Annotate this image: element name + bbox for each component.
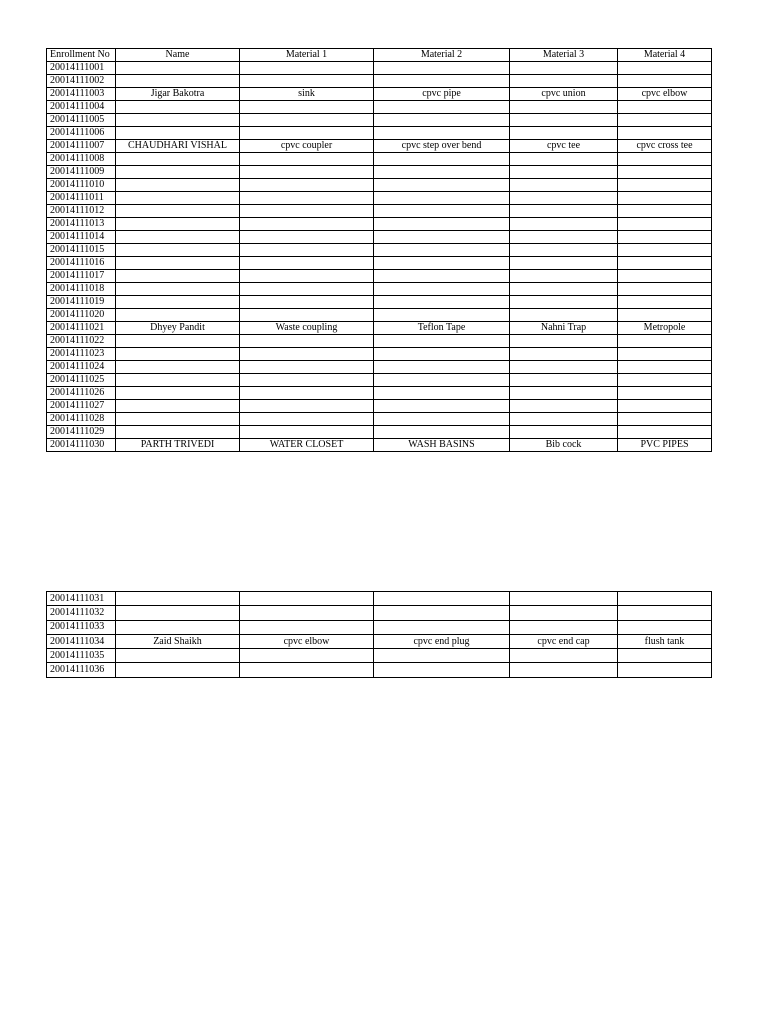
cell-material-3 — [510, 244, 618, 257]
cell-material-3 — [510, 606, 618, 620]
cell-material-2 — [374, 296, 510, 309]
cell-material-3: cpvc end cap — [510, 634, 618, 648]
cell-material-1 — [240, 426, 374, 439]
cell-enrollment-no: 20014111004 — [47, 101, 116, 114]
cell-material-1: sink — [240, 88, 374, 101]
cell-name — [116, 218, 240, 231]
cell-material-1 — [240, 166, 374, 179]
table-row — [47, 218, 712, 231]
cell-name — [116, 244, 240, 257]
cell-name — [116, 606, 240, 620]
cell-name — [116, 270, 240, 283]
table-row — [47, 283, 712, 296]
cell-name — [116, 205, 240, 218]
cell-material-4 — [618, 179, 712, 192]
cell-material-1 — [240, 413, 374, 426]
material-table-1-body — [47, 49, 712, 452]
cell-material-2 — [374, 257, 510, 270]
cell-material-2 — [374, 413, 510, 426]
cell-material-3 — [510, 374, 618, 387]
cell-enrollment-no: 20014111007 — [47, 140, 116, 153]
cell-material-2 — [374, 348, 510, 361]
cell-material-2 — [374, 205, 510, 218]
cell-material-4 — [618, 218, 712, 231]
cell-material-3: cpvc tee — [510, 140, 618, 153]
cell-material-3 — [510, 283, 618, 296]
header-material-1: Material 1 — [240, 49, 374, 62]
cell-name — [116, 361, 240, 374]
table-row — [47, 62, 712, 75]
cell-material-4 — [618, 335, 712, 348]
cell-material-3 — [510, 309, 618, 322]
cell-name — [116, 663, 240, 677]
cell-material-3 — [510, 387, 618, 400]
cell-material-3 — [510, 205, 618, 218]
cell-material-3 — [510, 218, 618, 231]
table-row — [47, 75, 712, 88]
cell-material-3 — [510, 231, 618, 244]
cell-name: CHAUDHARI VISHAL — [116, 140, 240, 153]
cell-material-1 — [240, 114, 374, 127]
cell-material-2 — [374, 127, 510, 140]
cell-name — [116, 296, 240, 309]
cell-material-1 — [240, 127, 374, 140]
cell-enrollment-no: 20014111024 — [47, 361, 116, 374]
cell-enrollment-no: 20014111001 — [47, 62, 116, 75]
cell-name: Zaid Shaikh — [116, 634, 240, 648]
cell-material-1 — [240, 309, 374, 322]
cell-material-4 — [618, 75, 712, 88]
cell-material-1 — [240, 348, 374, 361]
cell-material-4 — [618, 205, 712, 218]
cell-material-4 — [618, 387, 712, 400]
cell-material-1 — [240, 400, 374, 413]
table-row — [47, 205, 712, 218]
cell-material-3: Nahni Trap — [510, 322, 618, 335]
cell-material-3: cpvc union — [510, 88, 618, 101]
cell-enrollment-no: 20014111016 — [47, 257, 116, 270]
cell-material-3 — [510, 75, 618, 88]
cell-enrollment-no: 20014111015 — [47, 244, 116, 257]
cell-name — [116, 387, 240, 400]
cell-enrollment-no: 20014111011 — [47, 192, 116, 205]
table-row — [47, 439, 712, 452]
cell-material-2 — [374, 192, 510, 205]
cell-material-3 — [510, 620, 618, 634]
table-row — [47, 179, 712, 192]
cell-material-1 — [240, 620, 374, 634]
cell-material-3 — [510, 192, 618, 205]
cell-material-4 — [618, 192, 712, 205]
cell-material-2 — [374, 620, 510, 634]
table-row — [47, 192, 712, 205]
table-row — [47, 361, 712, 374]
table-row — [47, 140, 712, 153]
header-material-4: Material 4 — [618, 49, 712, 62]
cell-material-1 — [240, 270, 374, 283]
cell-name — [116, 257, 240, 270]
table-row — [47, 322, 712, 335]
cell-material-2 — [374, 335, 510, 348]
cell-enrollment-no: 20014111017 — [47, 270, 116, 283]
cell-enrollment-no: 20014111022 — [47, 335, 116, 348]
cell-enrollment-no: 20014111010 — [47, 179, 116, 192]
cell-enrollment-no: 20014111027 — [47, 400, 116, 413]
cell-enrollment-no: 20014111002 — [47, 75, 116, 88]
cell-name: Dhyey Pandit — [116, 322, 240, 335]
cell-name — [116, 101, 240, 114]
cell-enrollment-no: 20014111003 — [47, 88, 116, 101]
cell-material-4 — [618, 592, 712, 606]
cell-material-4 — [618, 400, 712, 413]
cell-enrollment-no: 20014111019 — [47, 296, 116, 309]
cell-enrollment-no: 20014111013 — [47, 218, 116, 231]
cell-material-4 — [618, 166, 712, 179]
cell-material-2 — [374, 387, 510, 400]
cell-material-1 — [240, 257, 374, 270]
cell-material-2: Teflon Tape — [374, 322, 510, 335]
cell-name — [116, 413, 240, 426]
cell-name — [116, 62, 240, 75]
cell-material-3 — [510, 592, 618, 606]
cell-material-4 — [618, 620, 712, 634]
cell-material-4 — [618, 296, 712, 309]
cell-material-4 — [618, 257, 712, 270]
cell-material-2 — [374, 592, 510, 606]
cell-name — [116, 114, 240, 127]
cell-name: Jigar Bakotra — [116, 88, 240, 101]
cell-enrollment-no: 20014111023 — [47, 348, 116, 361]
cell-material-2 — [374, 101, 510, 114]
cell-material-1 — [240, 374, 374, 387]
cell-material-1 — [240, 75, 374, 88]
cell-material-3 — [510, 127, 618, 140]
cell-enrollment-no: 20014111035 — [47, 649, 116, 663]
cell-material-3 — [510, 166, 618, 179]
cell-material-1 — [240, 649, 374, 663]
cell-material-2: cpvc step over bend — [374, 140, 510, 153]
cell-material-3 — [510, 153, 618, 166]
cell-name — [116, 179, 240, 192]
cell-material-1 — [240, 179, 374, 192]
cell-material-3 — [510, 361, 618, 374]
cell-material-4 — [618, 244, 712, 257]
cell-material-1 — [240, 361, 374, 374]
cell-material-3 — [510, 296, 618, 309]
cell-material-1: cpvc coupler — [240, 140, 374, 153]
cell-material-2: cpvc end plug — [374, 634, 510, 648]
table-row — [47, 592, 712, 606]
cell-name — [116, 400, 240, 413]
cell-material-2 — [374, 244, 510, 257]
cell-material-4: flush tank — [618, 634, 712, 648]
cell-material-4: cpvc cross tee — [618, 140, 712, 153]
table-row — [47, 127, 712, 140]
cell-material-2 — [374, 374, 510, 387]
cell-material-2 — [374, 283, 510, 296]
table-row — [47, 335, 712, 348]
cell-enrollment-no: 20014111030 — [47, 439, 116, 452]
cell-material-1 — [240, 101, 374, 114]
table-header-row — [47, 49, 712, 62]
cell-material-2 — [374, 114, 510, 127]
cell-material-4 — [618, 309, 712, 322]
cell-material-2 — [374, 166, 510, 179]
table-row — [47, 426, 712, 439]
cell-material-3: Bib cock — [510, 439, 618, 452]
cell-material-3 — [510, 179, 618, 192]
table-row — [47, 649, 712, 663]
cell-material-4 — [618, 231, 712, 244]
cell-enrollment-no: 20014111012 — [47, 205, 116, 218]
cell-material-3 — [510, 426, 618, 439]
cell-name — [116, 309, 240, 322]
cell-material-1 — [240, 205, 374, 218]
cell-material-3 — [510, 270, 618, 283]
cell-material-1 — [240, 283, 374, 296]
table-row — [47, 270, 712, 283]
cell-name — [116, 127, 240, 140]
cell-name: PARTH TRIVEDI — [116, 439, 240, 452]
table-row — [47, 309, 712, 322]
cell-material-2: cpvc pipe — [374, 88, 510, 101]
cell-enrollment-no: 20014111034 — [47, 634, 116, 648]
cell-material-1 — [240, 231, 374, 244]
table-row — [47, 114, 712, 127]
cell-material-1 — [240, 296, 374, 309]
cell-enrollment-no: 20014111021 — [47, 322, 116, 335]
cell-material-2 — [374, 231, 510, 244]
material-table-2 — [46, 591, 712, 678]
cell-material-3 — [510, 257, 618, 270]
cell-material-3 — [510, 663, 618, 677]
cell-material-3 — [510, 62, 618, 75]
cell-material-4 — [618, 127, 712, 140]
cell-material-4 — [618, 62, 712, 75]
table-row — [47, 348, 712, 361]
table-row — [47, 606, 712, 620]
table-row — [47, 620, 712, 634]
cell-material-4: PVC PIPES — [618, 439, 712, 452]
table-row — [47, 244, 712, 257]
cell-material-3 — [510, 649, 618, 663]
cell-material-3 — [510, 400, 618, 413]
cell-enrollment-no: 20014111025 — [47, 374, 116, 387]
cell-enrollment-no: 20014111008 — [47, 153, 116, 166]
table-row — [47, 257, 712, 270]
cell-material-2: WASH BASINS — [374, 439, 510, 452]
cell-material-3 — [510, 101, 618, 114]
cell-material-1: cpvc elbow — [240, 634, 374, 648]
cell-material-4: Metropole — [618, 322, 712, 335]
cell-material-1 — [240, 218, 374, 231]
cell-enrollment-no: 20014111029 — [47, 426, 116, 439]
cell-enrollment-no: 20014111028 — [47, 413, 116, 426]
cell-material-4 — [618, 283, 712, 296]
cell-material-2 — [374, 179, 510, 192]
cell-material-2 — [374, 606, 510, 620]
header-material-2: Material 2 — [374, 49, 510, 62]
cell-material-4 — [618, 361, 712, 374]
cell-material-4 — [618, 649, 712, 663]
cell-material-1 — [240, 663, 374, 677]
cell-enrollment-no: 20014111014 — [47, 231, 116, 244]
cell-material-3 — [510, 114, 618, 127]
cell-enrollment-no: 20014111032 — [47, 606, 116, 620]
cell-material-1 — [240, 606, 374, 620]
cell-material-3 — [510, 348, 618, 361]
cell-name — [116, 153, 240, 166]
cell-material-2 — [374, 153, 510, 166]
cell-material-4 — [618, 413, 712, 426]
header-name: Name — [116, 49, 240, 62]
cell-enrollment-no: 20014111005 — [47, 114, 116, 127]
cell-material-3 — [510, 335, 618, 348]
cell-material-1 — [240, 592, 374, 606]
cell-enrollment-no: 20014111026 — [47, 387, 116, 400]
table-row — [47, 413, 712, 426]
cell-name — [116, 620, 240, 634]
cell-material-1 — [240, 153, 374, 166]
cell-material-2 — [374, 75, 510, 88]
header-enrollment-no: Enrollment No — [47, 49, 116, 62]
cell-name — [116, 374, 240, 387]
cell-material-1 — [240, 387, 374, 400]
cell-material-2 — [374, 361, 510, 374]
cell-enrollment-no: 20014111020 — [47, 309, 116, 322]
table-row — [47, 153, 712, 166]
material-table-1 — [46, 48, 712, 452]
cell-material-2 — [374, 426, 510, 439]
table-row — [47, 400, 712, 413]
cell-material-4 — [618, 153, 712, 166]
cell-name — [116, 649, 240, 663]
cell-material-4 — [618, 348, 712, 361]
table-row — [47, 374, 712, 387]
cell-material-1: Waste coupling — [240, 322, 374, 335]
cell-material-2 — [374, 218, 510, 231]
cell-name — [116, 426, 240, 439]
table-row — [47, 634, 712, 648]
cell-material-4 — [618, 101, 712, 114]
cell-material-2 — [374, 309, 510, 322]
cell-name — [116, 231, 240, 244]
cell-material-1 — [240, 244, 374, 257]
header-material-3: Material 3 — [510, 49, 618, 62]
cell-enrollment-no: 20014111009 — [47, 166, 116, 179]
cell-name — [116, 166, 240, 179]
cell-material-4 — [618, 270, 712, 283]
cell-name — [116, 592, 240, 606]
cell-material-2 — [374, 62, 510, 75]
cell-enrollment-no: 20014111018 — [47, 283, 116, 296]
cell-material-4 — [618, 606, 712, 620]
cell-material-2 — [374, 270, 510, 283]
cell-name — [116, 348, 240, 361]
cell-material-2 — [374, 649, 510, 663]
cell-name — [116, 192, 240, 205]
cell-material-4 — [618, 663, 712, 677]
table-row — [47, 231, 712, 244]
cell-material-2 — [374, 400, 510, 413]
cell-material-2 — [374, 663, 510, 677]
cell-material-1: WATER CLOSET — [240, 439, 374, 452]
cell-material-1 — [240, 192, 374, 205]
cell-name — [116, 283, 240, 296]
cell-material-1 — [240, 62, 374, 75]
cell-material-3 — [510, 413, 618, 426]
table-row — [47, 387, 712, 400]
table-row — [47, 296, 712, 309]
material-table-2-body — [47, 592, 712, 678]
cell-material-4 — [618, 114, 712, 127]
cell-enrollment-no: 20014111036 — [47, 663, 116, 677]
cell-enrollment-no: 20014111006 — [47, 127, 116, 140]
cell-name — [116, 335, 240, 348]
table-row — [47, 166, 712, 179]
cell-material-1 — [240, 335, 374, 348]
table-row — [47, 101, 712, 114]
cell-enrollment-no: 20014111033 — [47, 620, 116, 634]
cell-material-4: cpvc elbow — [618, 88, 712, 101]
cell-enrollment-no: 20014111031 — [47, 592, 116, 606]
cell-material-4 — [618, 374, 712, 387]
cell-material-4 — [618, 426, 712, 439]
table-row — [47, 88, 712, 101]
cell-name — [116, 75, 240, 88]
table-row — [47, 663, 712, 677]
